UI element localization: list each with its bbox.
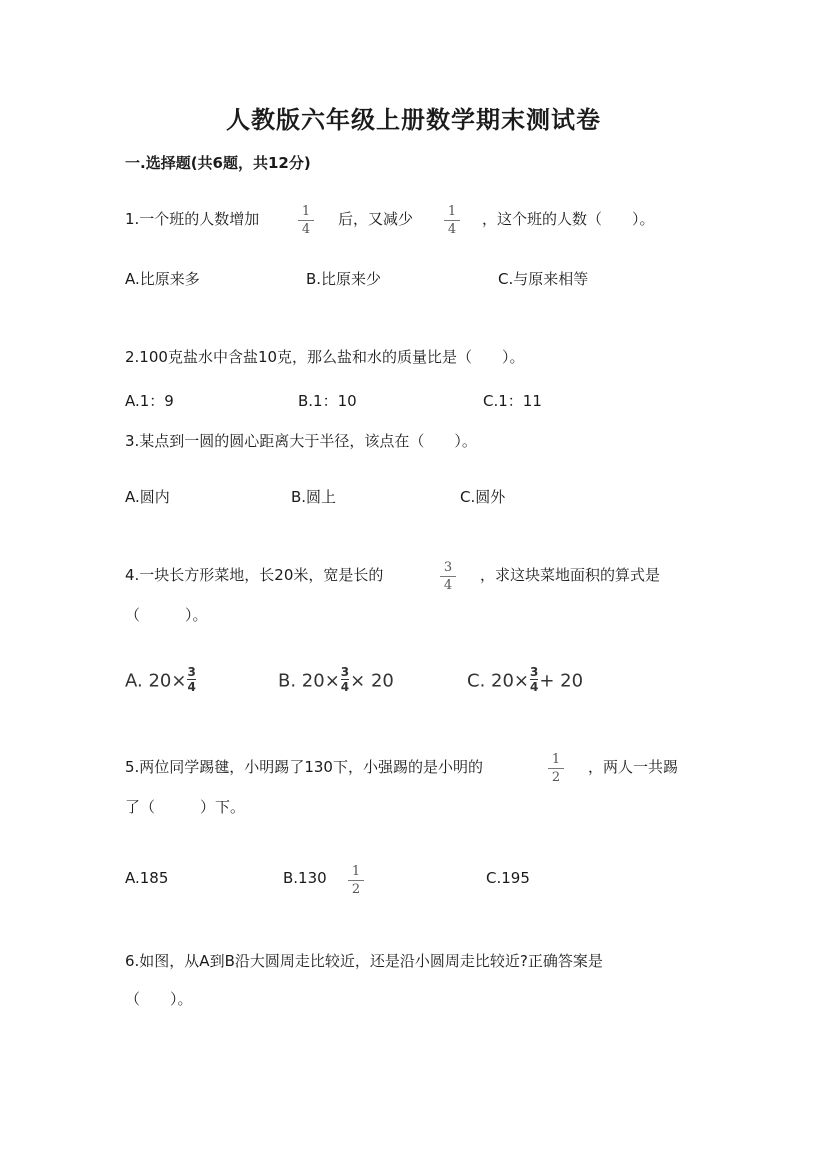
q3-option-c[interactable]: C.圆外 [460,488,506,506]
q1-option-a[interactable]: A.比原来多 [125,270,200,288]
q5-option-b-fraction: 1 2 [346,864,366,897]
q5-text-part1: 5.两位同学踢毽，小明踢了130下，小强踢的是小明的 [125,758,483,776]
q3-option-a[interactable]: A.圆内 [125,488,170,506]
q1-fraction-2: 1 4 [442,204,462,237]
q4-option-c[interactable]: C. 20× $\frac{3}{4}$ + 20 [467,665,584,694]
q6-text-line1: 6.如图，从A到B沿大圆周走比较近，还是沿小圆周走比较近?正确答案是 [125,952,603,970]
q4-fraction: 3 4 [438,560,458,593]
q6-text-line2: （ ）。 [125,990,193,1008]
q4-option-b[interactable]: B. 20× $\frac{3}{4}$ × 20 [278,665,394,694]
q3-text: 3.某点到一圆的圆心距离大于半径，该点在（ ）。 [125,432,477,450]
q5-option-c[interactable]: C.195 [486,869,530,887]
q2-text: 2.100克盐水中含盐10克，那么盐和水的质量比是（ ）。 [125,348,525,366]
q1-text-part2: 后，又减少 [338,210,414,228]
q5-option-b[interactable]: B.130 [283,869,327,887]
q5-fraction: 1 2 [546,752,566,785]
q1-text-part3: ，这个班的人数（ ）。 [482,210,655,228]
q2-option-c[interactable]: C.1：11 [483,392,542,410]
q1-option-b[interactable]: B.比原来少 [306,270,382,288]
q4-text-part1: 4.一块长方形菜地，长20米，宽是长的 [125,566,384,584]
q5-option-a[interactable]: A.185 [125,869,169,887]
q1-option-c[interactable]: C.与原来相等 [498,270,589,288]
page-title: 人教版六年级上册数学期末测试卷 [226,105,601,134]
q5-text-line2: 了（ ）下。 [125,798,246,816]
q2-option-a[interactable]: A.1：9 [125,392,174,410]
q5-text-part2: ，两人一共踢 [588,758,679,776]
q4-text-line2: （ ）。 [125,606,208,624]
section-heading: 一.选择题(共6题，共12分) [125,154,311,172]
q1-text-part1: 1.一个班的人数增加 [125,210,260,228]
q2-option-b[interactable]: B.1：10 [298,392,357,410]
q4-option-a[interactable]: A. 20× $\frac{3}{4}$ [125,665,196,694]
q4-text-part2: ，求这块菜地面积的算式是 [480,566,661,584]
q1-fraction-1: 1 4 [296,204,316,237]
q3-option-b[interactable]: B.圆上 [291,488,337,506]
